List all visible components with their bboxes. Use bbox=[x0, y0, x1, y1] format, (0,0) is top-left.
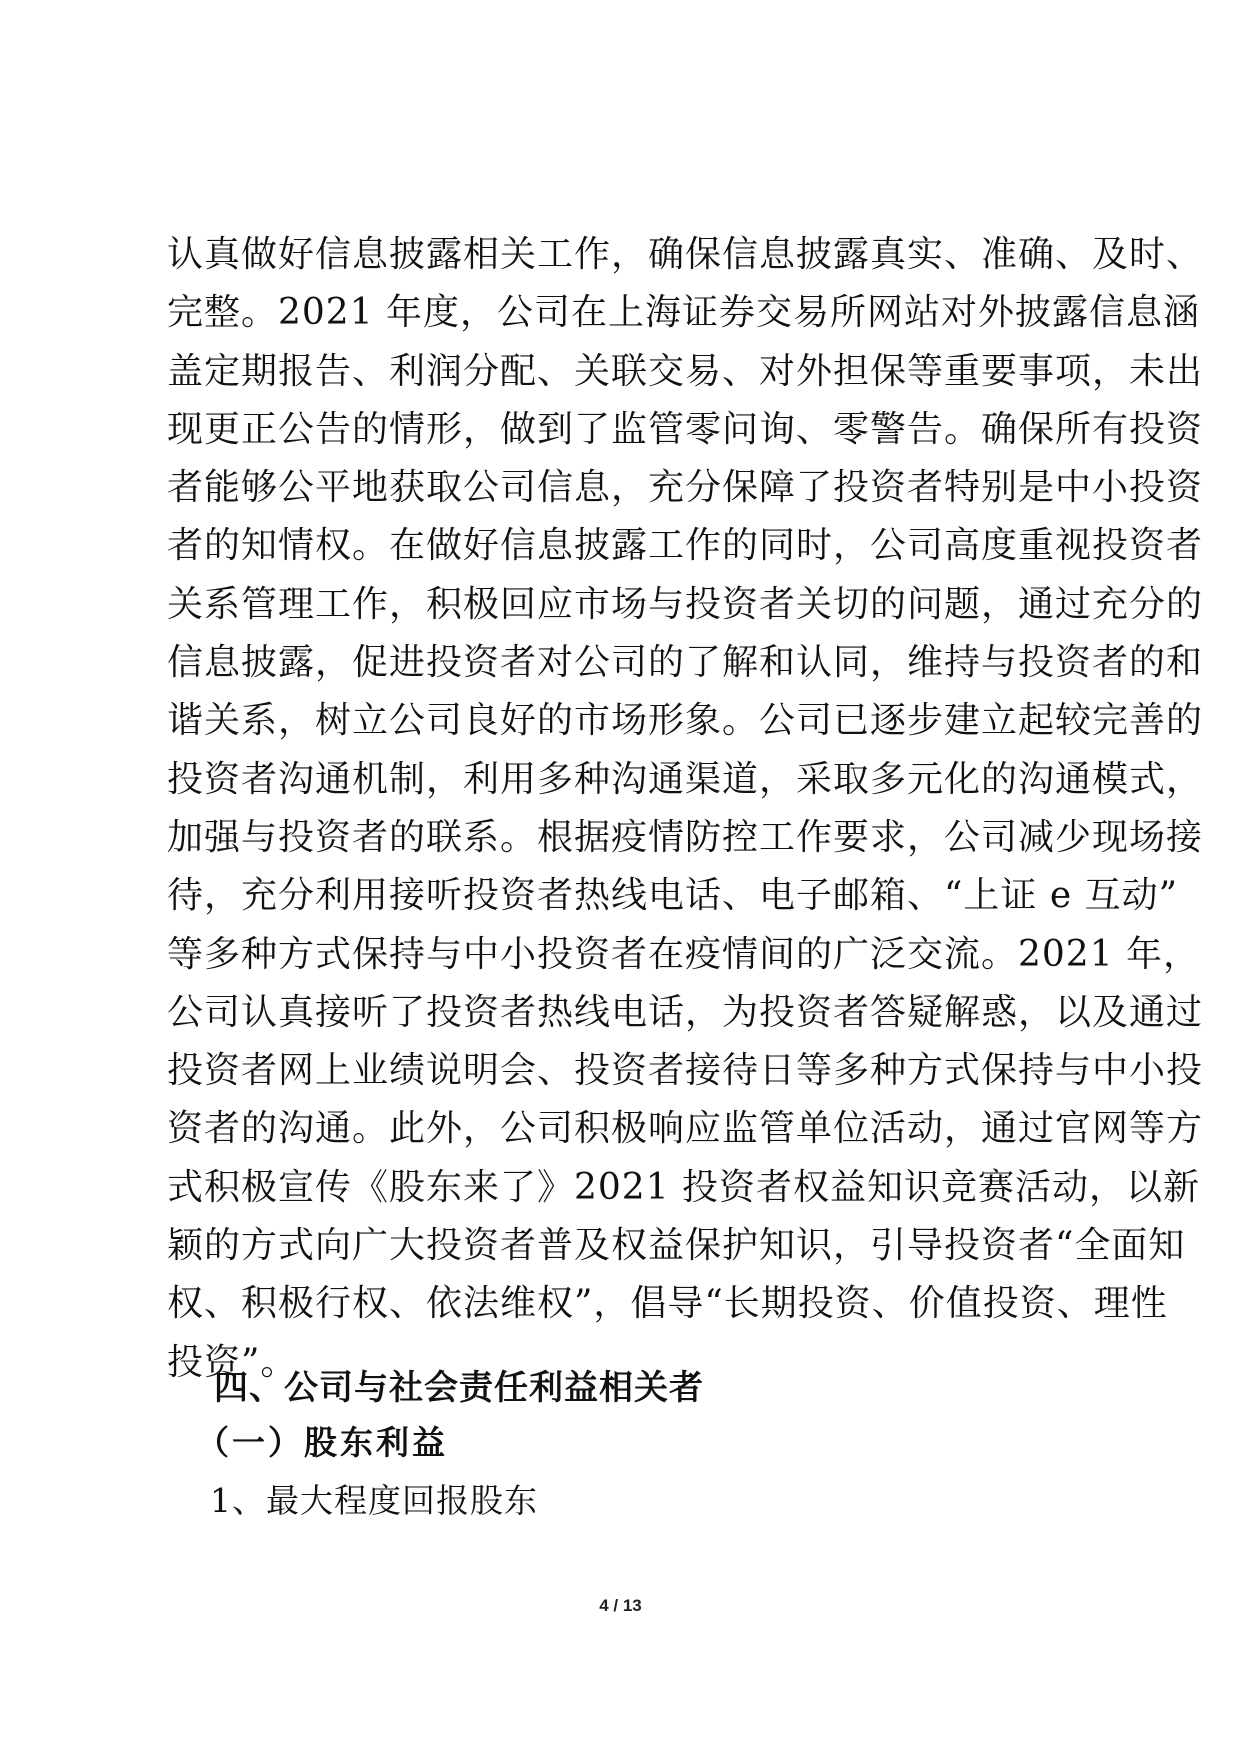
body-line: 权、积极行权、依法维权”，倡导“长期投资、价值投资、理性 bbox=[167, 1283, 1168, 1325]
body-paragraph bbox=[167, 226, 1204, 1392]
body-line: 加强与投资者的联系。根据疫情防控工作要求，公司减少现场接 bbox=[167, 816, 1204, 858]
body-line: 投资者沟通机制，利用多种沟通渠道，采取多元化的沟通模式， bbox=[167, 758, 1204, 800]
section-heading: 四、公司与社会责任利益相关者 bbox=[214, 1368, 704, 1408]
subsection-heading: （一）股东利益 bbox=[196, 1423, 448, 1462]
body-line: 现更正公告的情形，做到了监管零问询、零警告。确保所有投资 bbox=[167, 408, 1204, 450]
body-line: 等多种方式保持与中小投资者在疫情间的广泛交流。2021 年， bbox=[167, 933, 1201, 975]
body-line: 关系管理工作，积极回应市场与投资者关切的问题，通过充分的 bbox=[167, 583, 1204, 625]
body-line: 投资”。 bbox=[167, 1341, 298, 1383]
body-line: 公司认真接听了投资者热线电话，为投资者答疑解惑，以及通过 bbox=[167, 991, 1204, 1033]
body-line: 式积极宣传《股东来了》2021 投资者权益知识竞赛活动，以新 bbox=[167, 1166, 1201, 1208]
body-line: 认真做好信息披露相关工作，确保信息披露真实、准确、及时、 bbox=[167, 234, 1204, 275]
body-line: 颖的方式向广大投资者普及权益保护知识，引导投资者“全面知 bbox=[167, 1225, 1186, 1267]
body-line: 待，充分利用接听投资者热线电话、电子邮箱、“上证 e 互动” bbox=[167, 875, 1179, 917]
body-line: 谐关系，树立公司良好的市场形象。公司已逐步建立起较完善的 bbox=[167, 700, 1204, 742]
body-line: 者能够公平地获取公司信息，充分保障了投资者特别是中小投资 bbox=[167, 467, 1204, 509]
body-line: 投资者网上业绩说明会、投资者接待日等多种方式保持与中小投 bbox=[167, 1050, 1204, 1092]
body-line: 资者的沟通。此外，公司积极响应监管单位活动，通过官网等方 bbox=[167, 1108, 1204, 1150]
body-line: 者的知情权。在做好信息披露工作的同时，公司高度重视投资者 bbox=[167, 525, 1204, 567]
body-line: 完整。2021 年度，公司在上海证券交易所网站对外披露信息涵 bbox=[167, 292, 1201, 334]
body-line: 信息披露，促进投资者对公司的了解和认同，维持与投资者的和 bbox=[167, 642, 1204, 684]
page-number: 4 / 13 bbox=[599, 1596, 642, 1615]
numbered-item: 1、最大程度回报股东 bbox=[210, 1481, 538, 1520]
body-line: 盖定期报告、利润分配、关联交易、对外担保等重要事项，未出 bbox=[167, 350, 1204, 392]
